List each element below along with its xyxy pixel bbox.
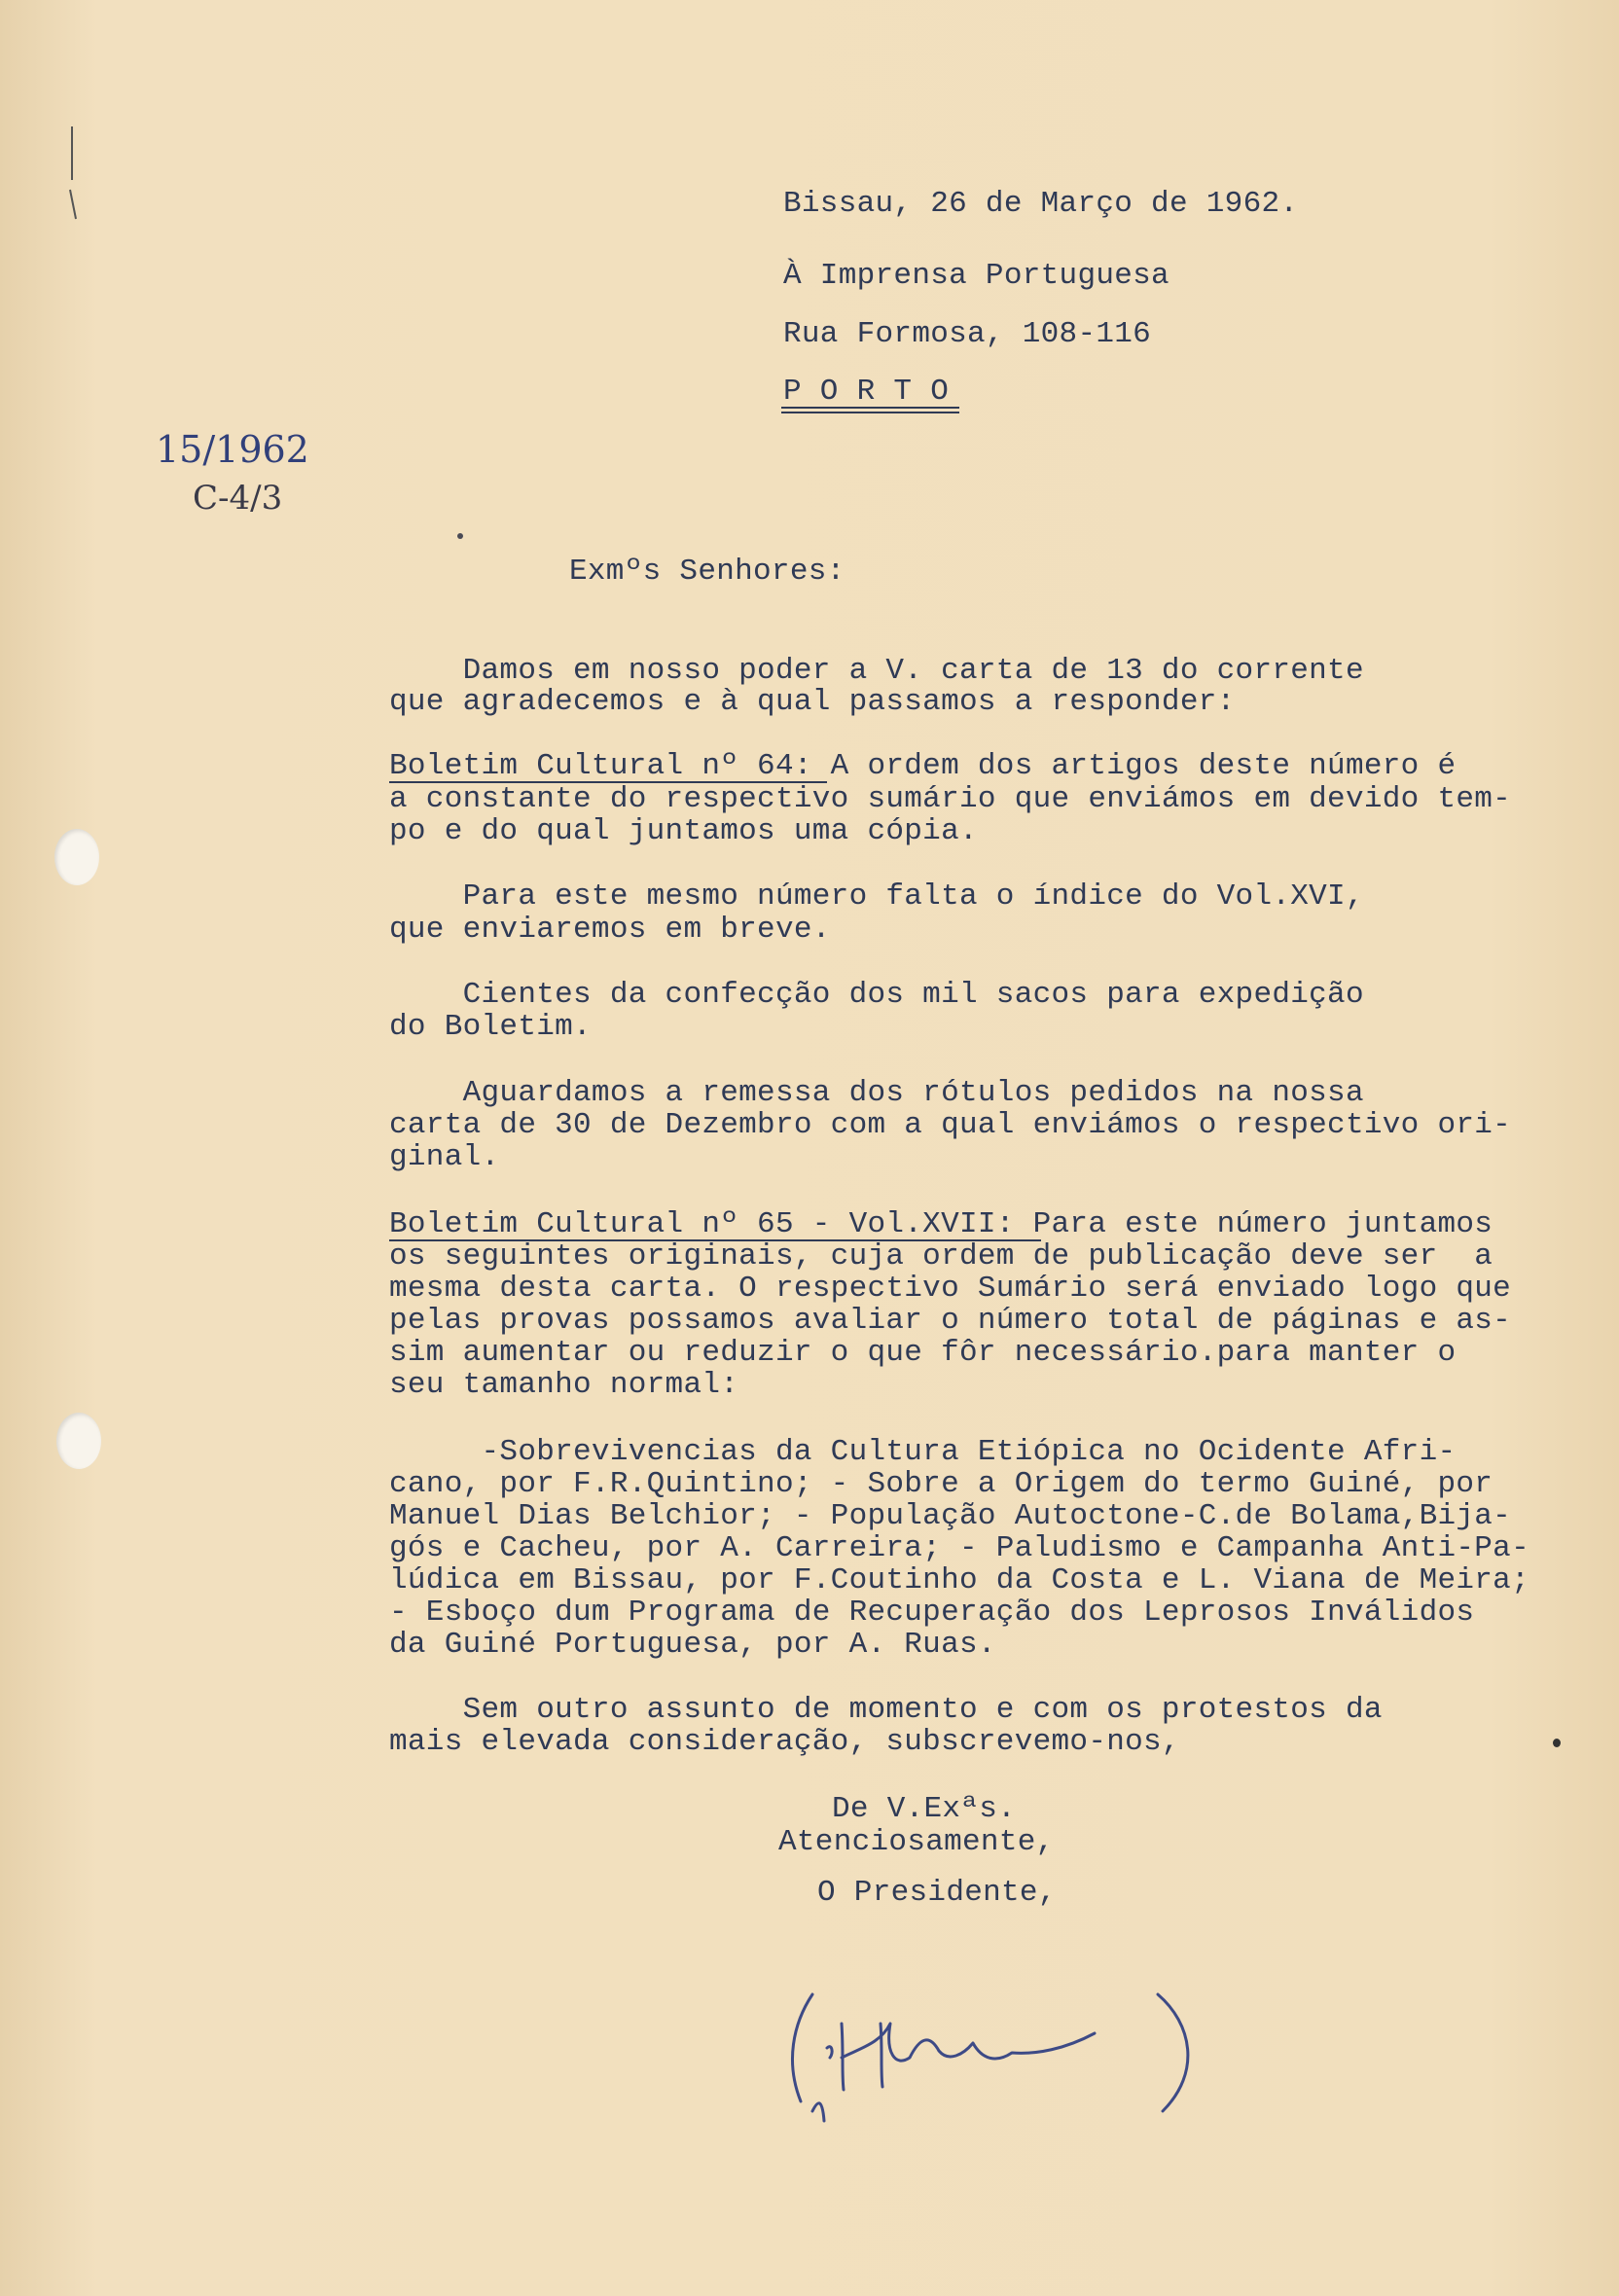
body-line: mesma desta carta. O respectivo Sumário será enviado logo que xyxy=(389,1272,1512,1306)
body-line: gós e Cacheu, por A. Carreira; - Paludismo e Campanha Anti-Pa- xyxy=(389,1531,1529,1565)
city-underline-2 xyxy=(781,412,959,413)
body-line: Manuel Dias Belchior; - População Autoctone-C.de Bolama,Bija- xyxy=(389,1499,1512,1533)
file-number: 15/1962 xyxy=(156,428,309,471)
city-underline-1 xyxy=(781,407,959,409)
body-line: Cientes da confecção dos mil sacos para expedição xyxy=(389,978,1364,1012)
body-line: cano, por F.R.Quintino; - Sobre a Origem do termo Guiné, por xyxy=(389,1467,1493,1501)
closing-line: De V.Exªs. xyxy=(832,1792,1017,1826)
mark-dot xyxy=(457,533,463,539)
body-line: do Boletim. xyxy=(389,1010,592,1044)
body-line: a constante do respectivo sumário que enviámos em devido tem- xyxy=(389,782,1512,816)
recipient-name: À Imprensa Portuguesa xyxy=(783,259,1169,293)
mark-dot xyxy=(1553,1739,1561,1747)
heading-underline-64 xyxy=(389,781,827,783)
margin-mark xyxy=(58,122,88,229)
body-line: Boletim Cultural nº 64: A ordem dos artigos deste número é xyxy=(389,749,1457,783)
closing-line: O Presidente, xyxy=(817,1876,1057,1910)
body-line: -Sobrevivencias da Cultura Etiópica no Ocidente Afri- xyxy=(389,1435,1457,1469)
body-line: que enviaremos em breve. xyxy=(389,913,831,947)
signature-image xyxy=(774,1965,1221,2131)
body-line: Para este mesmo número falta o índice do Vol.XVI, xyxy=(389,879,1364,914)
recipient-city: P O R T O xyxy=(783,375,950,409)
body-line: po e do qual juntamos uma cópia. xyxy=(389,814,978,848)
body-line: que agradecemos e à qual passamos a responder: xyxy=(389,685,1236,719)
punch-hole-bottom xyxy=(56,1413,101,1469)
closing-line: Atenciosamente, xyxy=(778,1825,1055,1859)
body-line: pelas provas possamos avaliar o número total de páginas e as- xyxy=(389,1304,1512,1338)
body-line: lúdica em Bissau, por F.Coutinho da Costa e L. Viana de Meira; xyxy=(389,1563,1529,1597)
date-line: Bissau, 26 de Março de 1962. xyxy=(783,187,1299,221)
body-line: mais elevada consideração, subscrevemo-nos, xyxy=(389,1725,1180,1759)
salutation: Exmºs Senhores: xyxy=(569,555,845,589)
body-line: seu tamanho normal: xyxy=(389,1368,739,1402)
punch-hole-top xyxy=(54,829,99,885)
body-line: Aguardamos a remessa dos rótulos pedidos na nossa xyxy=(389,1076,1364,1110)
body-line: Sem outro assunto de momento e com os protestos da xyxy=(389,1693,1383,1727)
body-line: da Guiné Portuguesa, por A. Ruas. xyxy=(389,1628,996,1662)
body-line: - Esboço dum Programa de Recuperação dos Leprosos Inválidos xyxy=(389,1596,1475,1630)
body-line: Damos em nosso poder a V. carta de 13 do corrente xyxy=(389,654,1364,688)
body-line: carta de 30 de Dezembro com a qual enviámos o respectivo ori- xyxy=(389,1108,1512,1142)
file-code: C-4/3 xyxy=(193,479,283,518)
body-line: Boletim Cultural nº 65 - Vol.XVII: Para este número juntamos xyxy=(389,1207,1493,1241)
body-line: sim aumentar ou reduzir o que fôr necessário.para manter o xyxy=(389,1336,1457,1370)
body-line: ginal. xyxy=(389,1140,500,1174)
body-line: os seguintes originais, cuja ordem de publicação deve ser a xyxy=(389,1239,1493,1274)
recipient-street: Rua Formosa, 108-116 xyxy=(783,317,1152,351)
